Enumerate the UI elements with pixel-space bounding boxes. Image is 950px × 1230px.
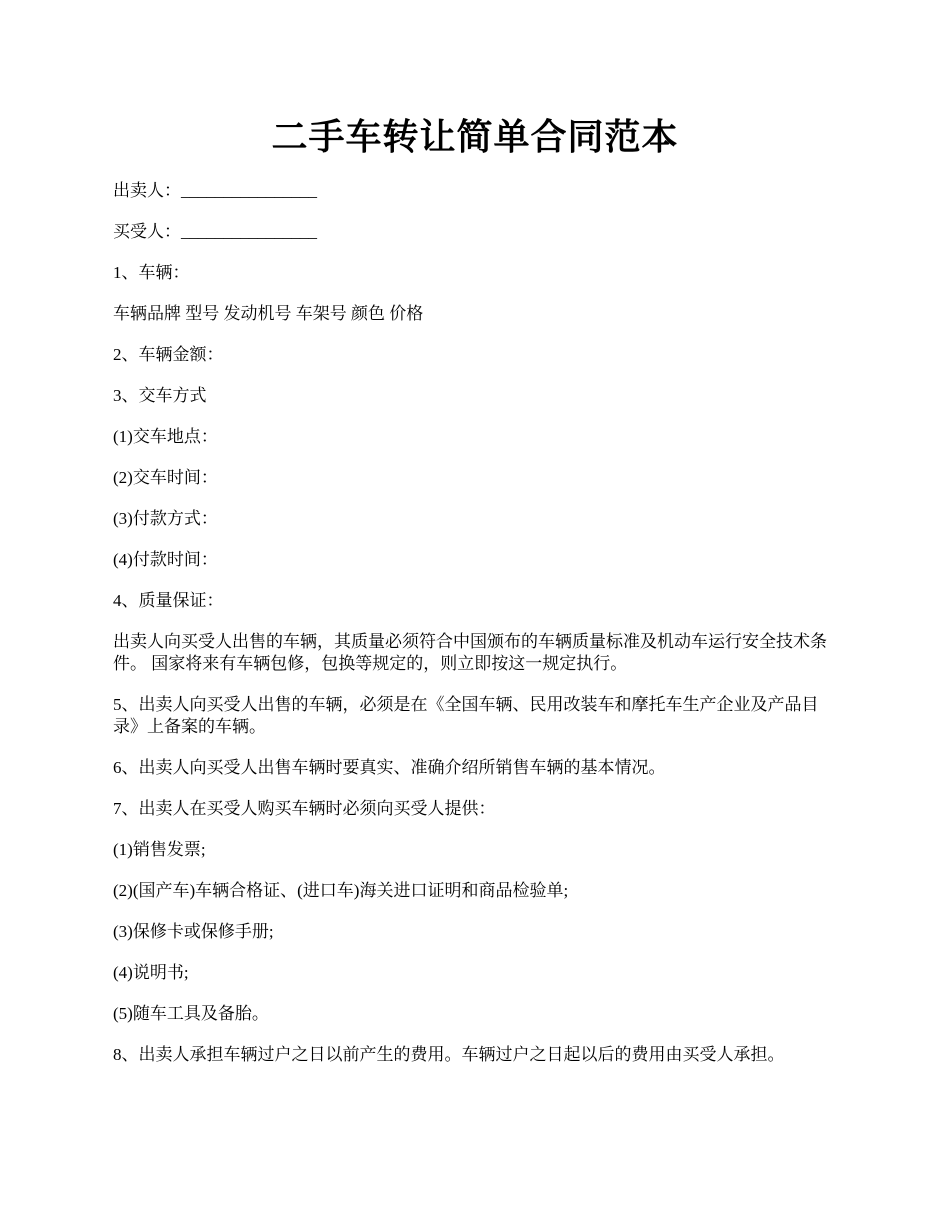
payment-method-line: (3)付款方式： <box>113 509 218 528</box>
buyer-line: 买受人：________________ <box>113 222 317 241</box>
clause-6-paragraph: 6、出卖人向买受人出售车辆时要真实、准确介绍所销售车辆的基本情况。 <box>113 758 666 777</box>
delivery-location-line: (1)交车地点： <box>113 427 218 446</box>
clause-3-heading: 3、交车方式 <box>113 386 207 405</box>
clause-7-paragraph: 7、出卖人在买受人购买车辆时必须向买受人提供： <box>113 799 496 818</box>
list-item-certificate: (2)(国产车)车辆合格证、(进口车)海关进口证明和商品检验单; <box>113 881 569 900</box>
delivery-time-line: (2)交车时间： <box>113 468 218 487</box>
document-title: 二手车转让简单合同范本 <box>271 117 679 157</box>
clause-5-paragraph: 5、出卖人向买受人出售的车辆，必须是在《全国车辆、民用改装车和摩托车生产企业及产品目录》上备案的车辆。 <box>113 695 819 736</box>
vehicle-fields-line: 车辆品牌 型号 发动机号 车架号 颜色 价格 <box>113 304 424 323</box>
clause-8-paragraph: 8、出卖人承担车辆过户之日以前产生的费用。车辆过户之日起以后的费用由买受人承担。 <box>113 1045 785 1064</box>
clause-2-heading: 2、车辆金额： <box>113 345 224 364</box>
list-item-invoice: (1)销售发票; <box>113 840 206 859</box>
list-item-tools: (5)随车工具及备胎。 <box>113 1004 269 1023</box>
payment-time-line: (4)付款时间： <box>113 550 218 569</box>
clause-1-heading: 1、车辆： <box>113 263 190 282</box>
list-item-manual: (4)说明书; <box>113 963 189 982</box>
clause-4-heading: 4、质量保证： <box>113 591 224 610</box>
quality-paragraph: 出卖人向买受人出售的车辆，其质量必须符合中国颁布的车辆质量标准及机动车运行安全技术条件。 国家将来有车辆包修，包换等规定的，则立即按这一规定执行。 <box>113 632 827 673</box>
document-body <box>113 180 843 1085</box>
seller-line: 出卖人：________________ <box>113 181 317 200</box>
list-item-warranty: (3)保修卡或保修手册; <box>113 922 274 941</box>
